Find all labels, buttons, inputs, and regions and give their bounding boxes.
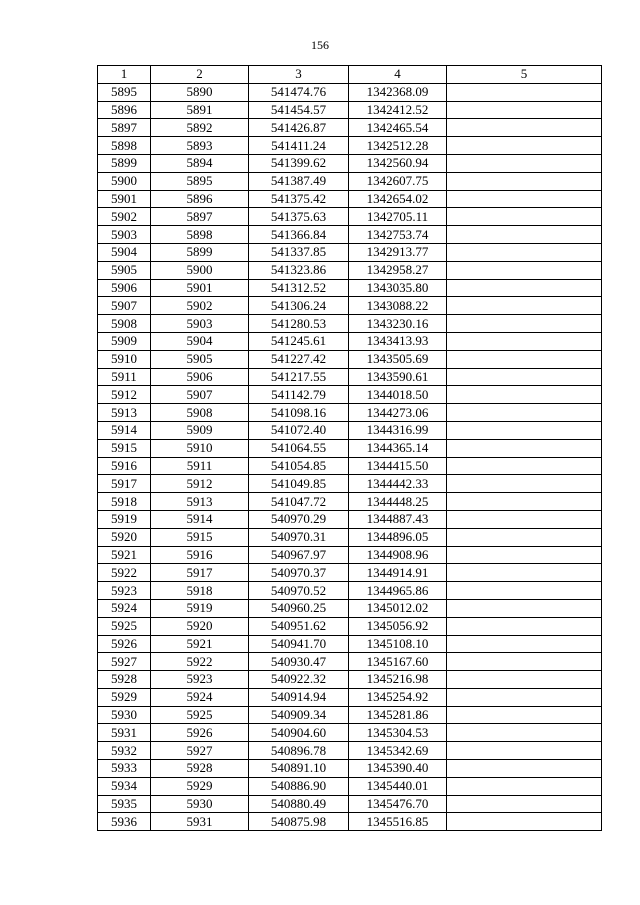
table-row: [98, 421, 602, 439]
table-row: [98, 119, 602, 137]
table-cell: [447, 386, 602, 404]
table-cell: [447, 493, 602, 511]
table-cell: [447, 332, 602, 350]
table-cell: 1345342.69: [349, 742, 447, 760]
table-cell: 541312.52: [249, 279, 349, 297]
table-cell: 5904: [151, 332, 249, 350]
table-cell: [447, 119, 602, 137]
table-cell: 1345216.98: [349, 671, 447, 689]
table-cell: [447, 421, 602, 439]
table-cell: [447, 439, 602, 457]
table-cell: [447, 706, 602, 724]
table-row: [98, 795, 602, 813]
table-row: [98, 404, 602, 422]
table-row: [98, 510, 602, 528]
column-header: 1: [98, 66, 151, 84]
table-cell: 1342368.09: [349, 83, 447, 101]
table-row: [98, 154, 602, 172]
table-row: [98, 564, 602, 582]
table-cell: 540970.52: [249, 582, 349, 600]
table-cell: 5890: [151, 83, 249, 101]
table-cell: [447, 795, 602, 813]
table-cell: 1344365.14: [349, 439, 447, 457]
table-cell: 1344442.33: [349, 475, 447, 493]
table-row: [98, 190, 602, 208]
table-cell: 5927: [98, 653, 151, 671]
table-body: [98, 83, 602, 830]
table-cell: 5912: [151, 475, 249, 493]
table-cell: 5929: [151, 777, 249, 795]
table-cell: [447, 457, 602, 475]
table-cell: [447, 582, 602, 600]
table-cell: 1342958.27: [349, 261, 447, 279]
table-cell: 5919: [98, 510, 151, 528]
table-row: [98, 297, 602, 315]
table-cell: 540875.98: [249, 813, 349, 831]
table-row: [98, 582, 602, 600]
table-cell: [447, 528, 602, 546]
table-row: [98, 528, 602, 546]
table-cell: 5925: [151, 706, 249, 724]
table-cell: 5911: [151, 457, 249, 475]
table-cell: 541375.63: [249, 208, 349, 226]
table-cell: 1344415.50: [349, 457, 447, 475]
table-cell: 5893: [151, 137, 249, 155]
table-cell: 5901: [98, 190, 151, 208]
table-cell: 5892: [151, 119, 249, 137]
table-cell: 5931: [98, 724, 151, 742]
table-cell: 541375.42: [249, 190, 349, 208]
table-cell: 5934: [98, 777, 151, 795]
table-cell: 5900: [151, 261, 249, 279]
table-cell: 1344965.86: [349, 582, 447, 600]
table-cell: 541454.57: [249, 101, 349, 119]
table-cell: 5898: [98, 137, 151, 155]
table-row: [98, 208, 602, 226]
coordinates-table: [97, 65, 602, 831]
table-cell: [447, 279, 602, 297]
table-cell: 541072.40: [249, 421, 349, 439]
table-cell: 5936: [98, 813, 151, 831]
table-cell: [447, 226, 602, 244]
table-cell: [447, 350, 602, 368]
table-cell: 1345516.85: [349, 813, 447, 831]
table-cell: 540904.60: [249, 724, 349, 742]
table-cell: 1345390.40: [349, 760, 447, 778]
table-cell: 5922: [98, 564, 151, 582]
table-cell: 5908: [98, 315, 151, 333]
table-cell: 5917: [98, 475, 151, 493]
table-cell: 5931: [151, 813, 249, 831]
table-row: [98, 475, 602, 493]
table-cell: 5913: [98, 404, 151, 422]
table-row: [98, 226, 602, 244]
table-cell: [447, 208, 602, 226]
table-cell: 5913: [151, 493, 249, 511]
table-cell: [447, 172, 602, 190]
table-cell: 541399.62: [249, 154, 349, 172]
table-row: [98, 315, 602, 333]
table-row: [98, 546, 602, 564]
table-cell: 1342654.02: [349, 190, 447, 208]
table-row: [98, 83, 602, 101]
table-cell: 541098.16: [249, 404, 349, 422]
table-row: [98, 172, 602, 190]
table-cell: 5907: [98, 297, 151, 315]
table-cell: [447, 688, 602, 706]
table-cell: 5905: [151, 350, 249, 368]
table-cell: 1345281.86: [349, 706, 447, 724]
table-cell: 5928: [151, 760, 249, 778]
table-cell: 5921: [151, 635, 249, 653]
table-cell: 5920: [151, 617, 249, 635]
table-cell: 1344896.05: [349, 528, 447, 546]
table-cell: 541054.85: [249, 457, 349, 475]
table-cell: 5922: [151, 653, 249, 671]
table-cell: 5908: [151, 404, 249, 422]
table-cell: 1345476.70: [349, 795, 447, 813]
table-cell: [447, 297, 602, 315]
table-cell: 5930: [151, 795, 249, 813]
table-cell: 541411.24: [249, 137, 349, 155]
table-cell: 1344908.96: [349, 546, 447, 564]
table-cell: [447, 404, 602, 422]
table-cell: 1345167.60: [349, 653, 447, 671]
table-row: [98, 635, 602, 653]
table-row: [98, 813, 602, 831]
table-cell: 1342465.54: [349, 119, 447, 137]
table-cell: 1342412.52: [349, 101, 447, 119]
table-cell: 5926: [151, 724, 249, 742]
table-cell: [447, 671, 602, 689]
table-cell: 1343088.22: [349, 297, 447, 315]
table-cell: [447, 101, 602, 119]
table-cell: 540914.94: [249, 688, 349, 706]
table-cell: 1345056.92: [349, 617, 447, 635]
table-cell: 540909.34: [249, 706, 349, 724]
table-cell: 1342512.28: [349, 137, 447, 155]
table-cell: 5910: [151, 439, 249, 457]
table-cell: 540951.62: [249, 617, 349, 635]
table-cell: [447, 599, 602, 617]
table-cell: [447, 813, 602, 831]
table-cell: [447, 564, 602, 582]
table-cell: 5924: [98, 599, 151, 617]
table-cell: 5904: [98, 243, 151, 261]
table-row: [98, 777, 602, 795]
table-cell: [447, 546, 602, 564]
table-cell: 5906: [98, 279, 151, 297]
table-cell: [447, 261, 602, 279]
table-cell: [447, 154, 602, 172]
table-cell: 5914: [98, 421, 151, 439]
table-cell: 1342753.74: [349, 226, 447, 244]
table-cell: 541306.24: [249, 297, 349, 315]
table-cell: 540967.97: [249, 546, 349, 564]
table-cell: 5926: [98, 635, 151, 653]
table-cell: 5932: [98, 742, 151, 760]
table-cell: 1342913.77: [349, 243, 447, 261]
table-cell: 1344316.99: [349, 421, 447, 439]
table-cell: 1343230.16: [349, 315, 447, 333]
table-cell: 5895: [98, 83, 151, 101]
table-cell: 541387.49: [249, 172, 349, 190]
table-cell: 5896: [151, 190, 249, 208]
table-row: [98, 653, 602, 671]
table-row: [98, 671, 602, 689]
table-cell: 541474.76: [249, 83, 349, 101]
page-number: 156: [311, 38, 329, 52]
table-cell: 5905: [98, 261, 151, 279]
table-row: [98, 332, 602, 350]
table-cell: 541217.55: [249, 368, 349, 386]
table-cell: 540886.90: [249, 777, 349, 795]
column-header: 2: [151, 66, 249, 84]
table-cell: 540970.31: [249, 528, 349, 546]
table-cell: 5927: [151, 742, 249, 760]
table-cell: 5907: [151, 386, 249, 404]
table-cell: 5903: [98, 226, 151, 244]
table-cell: 5896: [98, 101, 151, 119]
table-cell: 5923: [151, 671, 249, 689]
table-cell: 1345012.02: [349, 599, 447, 617]
table-cell: 5915: [151, 528, 249, 546]
table-row: [98, 599, 602, 617]
table-cell: 5897: [151, 208, 249, 226]
table-row: [98, 706, 602, 724]
table-row: [98, 279, 602, 297]
table-cell: 5925: [98, 617, 151, 635]
table-cell: 5899: [98, 154, 151, 172]
table-row: [98, 760, 602, 778]
table-row: [98, 493, 602, 511]
table-cell: [447, 475, 602, 493]
table-cell: 5906: [151, 368, 249, 386]
table-cell: 5920: [98, 528, 151, 546]
table-cell: 5897: [98, 119, 151, 137]
table-cell: 1344887.43: [349, 510, 447, 528]
table-cell: [447, 315, 602, 333]
table-cell: 1342607.75: [349, 172, 447, 190]
table-cell: [447, 777, 602, 795]
table-row: [98, 457, 602, 475]
table-cell: 1344448.25: [349, 493, 447, 511]
table-cell: 5909: [151, 421, 249, 439]
table-cell: [447, 760, 602, 778]
table-cell: 5928: [98, 671, 151, 689]
table-cell: [447, 617, 602, 635]
table-cell: 5899: [151, 243, 249, 261]
table-cell: 5918: [98, 493, 151, 511]
table-cell: 5923: [98, 582, 151, 600]
table-cell: 541064.55: [249, 439, 349, 457]
table-row: [98, 439, 602, 457]
table-cell: [447, 368, 602, 386]
table-cell: 540970.29: [249, 510, 349, 528]
table-cell: 541337.85: [249, 243, 349, 261]
table-row: [98, 243, 602, 261]
table-cell: 5930: [98, 706, 151, 724]
table-cell: [447, 190, 602, 208]
table-cell: 540922.32: [249, 671, 349, 689]
table-cell: 5891: [151, 101, 249, 119]
table-cell: 540880.49: [249, 795, 349, 813]
table-cell: 1343505.69: [349, 350, 447, 368]
table-cell: 5935: [98, 795, 151, 813]
table-cell: 541047.72: [249, 493, 349, 511]
table-cell: 1344018.50: [349, 386, 447, 404]
table-cell: 540930.47: [249, 653, 349, 671]
table-cell: 5910: [98, 350, 151, 368]
table-row: [98, 137, 602, 155]
table-cell: 541227.42: [249, 350, 349, 368]
table-cell: 541323.86: [249, 261, 349, 279]
table-cell: [447, 243, 602, 261]
table-cell: 5911: [98, 368, 151, 386]
table-cell: 5901: [151, 279, 249, 297]
table-cell: 1342705.11: [349, 208, 447, 226]
table-cell: 5900: [98, 172, 151, 190]
table-cell: 540960.25: [249, 599, 349, 617]
table-cell: 540891.10: [249, 760, 349, 778]
table-cell: [447, 137, 602, 155]
table-cell: 1344914.91: [349, 564, 447, 582]
table-cell: 5916: [98, 457, 151, 475]
table-cell: 5898: [151, 226, 249, 244]
column-header: 4: [349, 66, 447, 84]
table-row: [98, 617, 602, 635]
table-cell: 5902: [98, 208, 151, 226]
table-cell: 1343590.61: [349, 368, 447, 386]
table-cell: 5933: [98, 760, 151, 778]
table-cell: 541142.79: [249, 386, 349, 404]
table-cell: 541426.87: [249, 119, 349, 137]
table-cell: 1343035.80: [349, 279, 447, 297]
table-cell: 5921: [98, 546, 151, 564]
table-header-row: [98, 66, 602, 84]
table-cell: 5895: [151, 172, 249, 190]
table-cell: 1342560.94: [349, 154, 447, 172]
table-row: [98, 368, 602, 386]
table-cell: 1344273.06: [349, 404, 447, 422]
table-cell: 541280.53: [249, 315, 349, 333]
table-cell: 5924: [151, 688, 249, 706]
table-cell: [447, 724, 602, 742]
table-cell: 540970.37: [249, 564, 349, 582]
table-row: [98, 350, 602, 368]
table-cell: 541366.84: [249, 226, 349, 244]
table-cell: 541245.61: [249, 332, 349, 350]
table-cell: [447, 83, 602, 101]
table-cell: 5915: [98, 439, 151, 457]
table-cell: 5929: [98, 688, 151, 706]
table-cell: 1345440.01: [349, 777, 447, 795]
table-row: [98, 101, 602, 119]
table-cell: 5894: [151, 154, 249, 172]
table-cell: 540941.70: [249, 635, 349, 653]
table-cell: 5917: [151, 564, 249, 582]
table-cell: 5902: [151, 297, 249, 315]
table-row: [98, 742, 602, 760]
table-cell: 5909: [98, 332, 151, 350]
table-cell: [447, 653, 602, 671]
column-header: 5: [447, 66, 602, 84]
table-cell: 5912: [98, 386, 151, 404]
table-cell: 1343413.93: [349, 332, 447, 350]
table-cell: 5919: [151, 599, 249, 617]
table-cell: 1345304.53: [349, 724, 447, 742]
table-row: [98, 386, 602, 404]
table-cell: 1345108.10: [349, 635, 447, 653]
table-cell: [447, 742, 602, 760]
table-cell: 5918: [151, 582, 249, 600]
table-cell: [447, 510, 602, 528]
table-cell: 541049.85: [249, 475, 349, 493]
table-cell: [447, 635, 602, 653]
table-cell: 1345254.92: [349, 688, 447, 706]
column-header: 3: [249, 66, 349, 84]
table-row: [98, 688, 602, 706]
table-row: [98, 724, 602, 742]
table-row: [98, 261, 602, 279]
table-cell: 5903: [151, 315, 249, 333]
table-cell: 540896.78: [249, 742, 349, 760]
table-cell: 5916: [151, 546, 249, 564]
table-cell: 5914: [151, 510, 249, 528]
